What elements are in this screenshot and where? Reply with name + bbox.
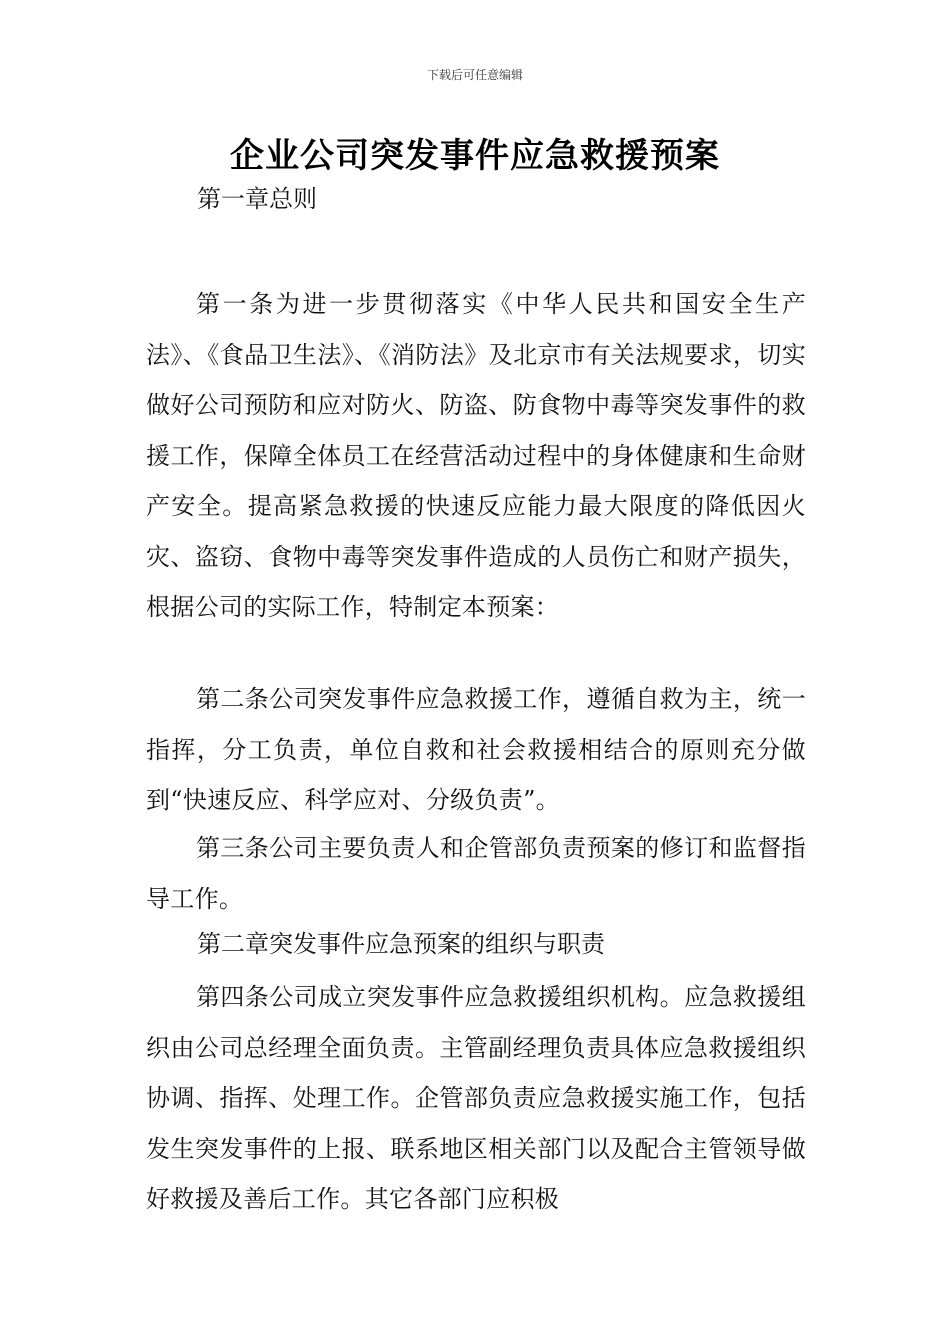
article-4-paragraph: 第四条公司成立突发事件应急救援组织机构。应急救援组织由公司总经理全面负责。主管副经理负责具体应急救援组织协调、指挥、处理工作。企管部负责应急救援实施工作，包括发生突发事件的上报、联系地区相关部门以及配合主管领导做好救援及善后工作。其它各部门应积极 — [146, 983, 806, 1213]
document-title: 企业公司突发事件应急救援预案 — [230, 136, 720, 176]
article-2-paragraph: 第二条公司突发事件应急救援工作，遵循自救为主，统一指挥，分工负责，单位自救和社会救援相结合的原则充分做到“快速反应、科学应对、分级负责”。 — [146, 685, 806, 814]
header-note: 下载后可任意编辑 — [426, 68, 523, 82]
chapter-heading-1: 第一章总则 — [197, 185, 317, 213]
article-1-paragraph: 第一条为进一步贯彻落实《中华人民共和国安全生产法》、《食品卫生法》、《消防法》及北京市有关法规要求，切实做好公司预防和应对防火、防盗、防食物中毒等突发事件的救援工作，保障全体员工在经营活动过程中的身体健康和生命财产安全。提高紧急救援的快速反应能力最大限度的降低因火灾、盗窃、食物中毒等突发事件造成的人员伤亡和财产损失，根据公司的实际工作，特制定本预案： — [146, 290, 806, 621]
article-3-paragraph: 第三条公司主要负责人和企管部负责预案的修订和监督指导工作。 — [146, 834, 806, 913]
chapter-heading-2: 第二章突发事件应急预案的组织与职责 — [197, 930, 605, 958]
